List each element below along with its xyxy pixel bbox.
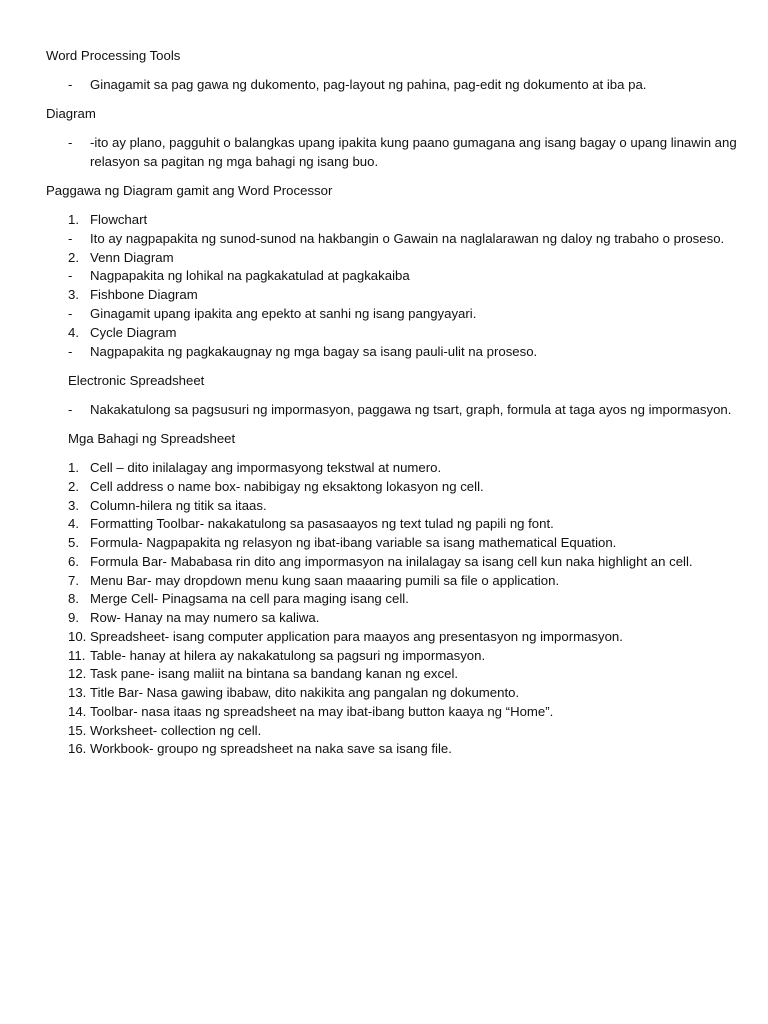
heading-word-processing: Word Processing Tools (46, 48, 181, 63)
list-number: 10. (68, 628, 87, 644)
bullet-dash: - (68, 402, 73, 417)
heading-paggawa: Paggawa ng Diagram gamit ang Word Processor (46, 183, 333, 198)
list-number: 2. (68, 478, 79, 494)
list-number: 11. (68, 647, 86, 663)
bullet-dash: - (68, 135, 73, 150)
heading-bahagi: Mga Bahagi ng Spreadsheet (68, 431, 236, 446)
list-item-text: Flowchart (90, 212, 148, 227)
bullet-dash: - (68, 77, 73, 92)
list-item-text: Spreadsheet- isang computer application para maayos ang presentasyon ng impormasyon. (90, 628, 623, 644)
list-item-text: Nagpapakita ng lohikal na pagkakatulad at pagkakaiba (90, 268, 410, 284)
list-number: 14. (68, 703, 87, 719)
list-number: 8. (68, 591, 79, 607)
bullet-dash: - (68, 268, 73, 284)
bullet-text: relasyon sa pagitan ng mga bahagi ng isang buo. (90, 154, 379, 169)
list-number: 3. (68, 287, 79, 303)
list-item-text: Worksheet- collection ng cell. (90, 722, 262, 738)
list-number: 4. (68, 324, 79, 340)
list-item-text: Formatting Toolbar- nakakatulong sa pasasaayos ng text tulad ng papili ng font. (90, 516, 554, 532)
list-number: 16. (68, 741, 87, 757)
list-item-text: Title Bar- Nasa gawing ibabaw, dito nakikita ang pangalan ng dokumento. (90, 685, 520, 700)
list-item-text: Ginagamit upang ipakita ang epekto at sanhi ng isang pangyayari. (90, 306, 477, 321)
list-number: 2. (68, 249, 79, 265)
list-item-text: Column-hilera ng titik sa itaas. (90, 497, 267, 513)
list-number: 1. (68, 460, 79, 475)
bullet-dash: - (68, 343, 73, 359)
list-item-text: Cycle Diagram (90, 324, 177, 340)
list-item-text: Formula- Nagpapakita ng relasyon ng ibat-ibang variable sa isang mathematical Equation. (90, 535, 617, 550)
list-number: 6. (68, 553, 79, 569)
heading-diagram: Diagram (46, 106, 96, 121)
list-item-text: Cell address o name box- nabibigay ng eksaktong lokasyon ng cell. (90, 478, 484, 494)
list-number: 9. (68, 610, 79, 625)
list-number: 4. (68, 516, 79, 532)
list-item-text: Merge Cell- Pinagsama na cell para maging isang cell. (90, 591, 409, 607)
list-item-text: Menu Bar- may dropdown menu kung saan maaaring pumili sa file o application. (90, 572, 560, 588)
list-number: 12. (68, 666, 87, 682)
list-item-text: Nagpapakita ng pagkakaugnay ng mga bagay sa isang pauli-ulit na proseso. (90, 343, 538, 359)
list-item-text: Table- hanay at hilera ay nakakatulong sa pagsuri ng impormasyon. (90, 647, 486, 663)
list-item-text: Row- Hanay na may numero sa kaliwa. (90, 610, 320, 625)
heading-electronic-spreadsheet: Electronic Spreadsheet (68, 373, 205, 388)
list-item-text: Cell – dito inilalagay ang impormasyong tekstwal at numero. (90, 460, 442, 475)
bullet-dash: - (68, 306, 73, 321)
bullet-text: Ginagamit sa pag gawa ng dukomento, pag-layout ng pahina, pag-edit ng dokumento at iba pa. (90, 77, 647, 92)
list-item-text: Formula Bar- Mababasa rin dito ang impormasyon na inilalagay sa isang cell kun naka highlight an cell. (90, 553, 693, 569)
list-item-text: Ito ay nagpapakita ng sunod-sunod na hakbangin o Gawain na naglalarawan ng daloy ng trabaho o proseso. (90, 230, 725, 246)
list-item-text: Fishbone Diagram (90, 287, 198, 303)
list-item-text: Toolbar- nasa itaas ng spreadsheet na may ibat-ibang button kaaya ng “Home”. (90, 703, 554, 719)
list-number: 7. (68, 572, 79, 588)
list-item-text: Task pane- isang maliit na bintana sa bandang kanan ng excel. (90, 666, 459, 682)
list-item-text: Workbook- groupo ng spreadsheet na naka save sa isang file. (90, 741, 452, 757)
list-item-text: Venn Diagram (90, 249, 174, 265)
list-number: 5. (68, 535, 79, 550)
list-number: 1. (68, 212, 79, 227)
bullet-text: Nakakatulong sa pagsusuri ng impormasyon, paggawa ng tsart, graph, formula at taga ayos ng impormasyon. (90, 402, 732, 417)
list-number: 13. (68, 685, 87, 700)
bullet-text: -ito ay plano, pagguhit o balangkas upang ipakita kung paano gumagana ang isang bagay o upang linawin ang (90, 135, 737, 150)
bullet-dash: - (68, 230, 73, 246)
list-number: 3. (68, 497, 79, 513)
list-number: 15. (68, 722, 87, 738)
